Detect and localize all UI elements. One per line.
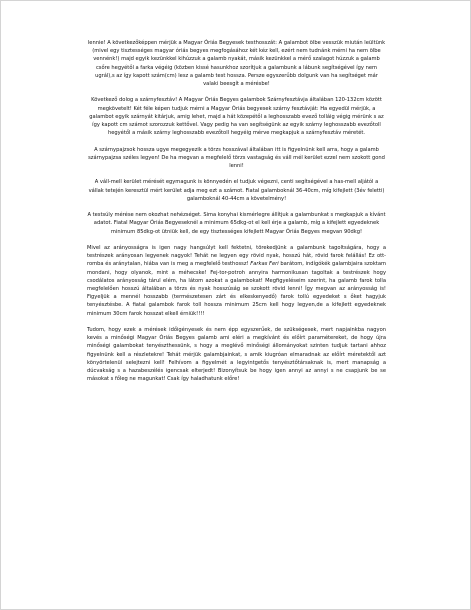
paragraph-closing: Tudom, hogy ezek a mérések időigényesek és nem épp egyszerűek, de szükségesek, mert napjainkba nagyon kevés a minőségi Magyar Óriás Begyes galamb ami eléri a megkívánt és előírt paramétereket, de hogy újra minőségi galambokat tenyészthessünk, s hogy a meglévő minőségi állományokat szinten tudjuk tartani ahhoz figyelnünk kell a részletekre! Tehát mérjük galambjainkat, s amik kiugróan elmaradnak az előírt méretektől azt könyörtelenül selejtezni kell! Felhívom a figyelmét a legyintgetős tenyésztőtársaknak is, mert manapság a dúcvakság s a hazabeszélés igencsak elterjedt! Bizonyítsuk be hogy igen annyi az annyi s ne csapjunk be se másokat s főleg ne magunkat! Csak így haladhatunk előre! [87, 327, 386, 383]
proportion-emphasis-name: Farkas Feri [250, 261, 279, 268]
proportion-text-after: barátom, indígókék galambjaira szoktam mondani, hogy olyanok, mint a méhecske! Fej-tor-potroh annyira harmonikusan tagoltak a testrészek hogy csodálatos arányosság tárul elém, ha látom azokat a galambokat! Megfigyeléseim szerint, ha galamb farok tolla megfelelően hosszú általában a törzs és nyak hosszúság se szokott rövid lenni! Így megvan az arányosság is! Figyeljük a mennél hosszabb (természetesen zárt és elkeskenyedő) farok tollú egyedeket s őket hagyjuk tenyésztésbe. A fiatal galambok farok toll hossza minimum 25cm kell hogy legyen,de a kifejlett egyedeknek minimum 30cm farok hosszat elkell érniük!!!! [87, 261, 386, 317]
document-body [87, 39, 386, 392]
paragraph-wing-shield: A szárnypajzsok hossza ugye megegyezik a törzs hosszával általában itt is figyelnünk kell arra, hogy a galamb szárnypajzsa széles legyen! De ha megvan a megfelelő törzs vastagság és váll mél kerület ezzel nem szokott gond lenni! [88, 146, 385, 170]
proportion-text-before: Mivel az arányosságra is igen nagy hangsúlyt kell fektetni, törekedjünk a galambunk tagoltságára, hogy a testrészek arányosan legyenek nagyok! Tehát ne legyen egy rövid nyak, hosszú hát, rövid farok felállás! Ez ottromba és aránytalan, hiába van is meg a megfelelő testhossz! [87, 245, 386, 268]
paragraph-weight: A testsúly mérése nem okozhat nehézséget. Sima konyhai kismérlegre állítjuk a galambunkat s megkapjuk a kívánt adatot. Fiatal Magyar Óriás Begyeseknél a minimum 65dkg-ot el kell érje a galamb, míg a kifejlett egyedeknek minimum 85dkg-ot ütniük kell, de egy tisztességes kifejlett Magyar Óriás Begyes megvan 90dkg! [87, 212, 386, 235]
paragraph-proportion [87, 244, 386, 318]
paragraph-shoulder: A váll-mell kerület mérését egymagunk is könnyedén el tudjuk végezni, centi segítségével a has-mell aljától a vállak tetején keresztül mért kerület adja meg ezt a számot. Fiatal galamboknál 36-40cm, míg kifejlett (3év feletti) galamboknál 40-44cm a követelmény! [88, 179, 385, 202]
paragraph-wingspan: Következő dolog a szárnyfesztáv! A Magyar Óriás Begyes galambok Szárnyfesztávja általában 120-132cm között megkövetelt! Két féle képen tudjuk mérni a Magyar Óriás begyesek szárny fesztávját: Ha egyedül mérjük, a galambot egyik szárnyát kitárjuk, amig lehet, majd a hát közepétől a leghosszabb evező tolláig végig mérünk s az így kapott cm számot szorozzuk kettővel. Vagy pedig ha van segítségünk az egyik szárny leghosszabb evezőtoll hegyétől a másik szárny leghosszabb evezőtoll hegyéig mérve megkapjuk a szárnyfesztáv méretét. [89, 97, 384, 137]
paragraph-intro: lennie! A következőképpen mérjük a Magyar Óriás Begyesek testhosszát: A galambot ölbe vesszük miután leültünk (mivel egy tisztességes magyar óriás begyes megfogásához két kéz kell, ezért nem tudnánk mérni ha nem ölbe vennénk!) majd egyik kezünkkel kihúzzuk a galamb nyakát, másik kezünkkel a mérő szalagot húzzuk a galamb csőre hegyétől a farka végéig (közben kissé hasunkhoz szorítjuk a galambunk a lábunk segítségével így nem ugrál),s az így kapott szám(cm) lesz a galamb test hossza. Persze egyszerűbb dolgunk van ha segítséget már valaki beesgít a mérésbe! [87, 40, 386, 88]
